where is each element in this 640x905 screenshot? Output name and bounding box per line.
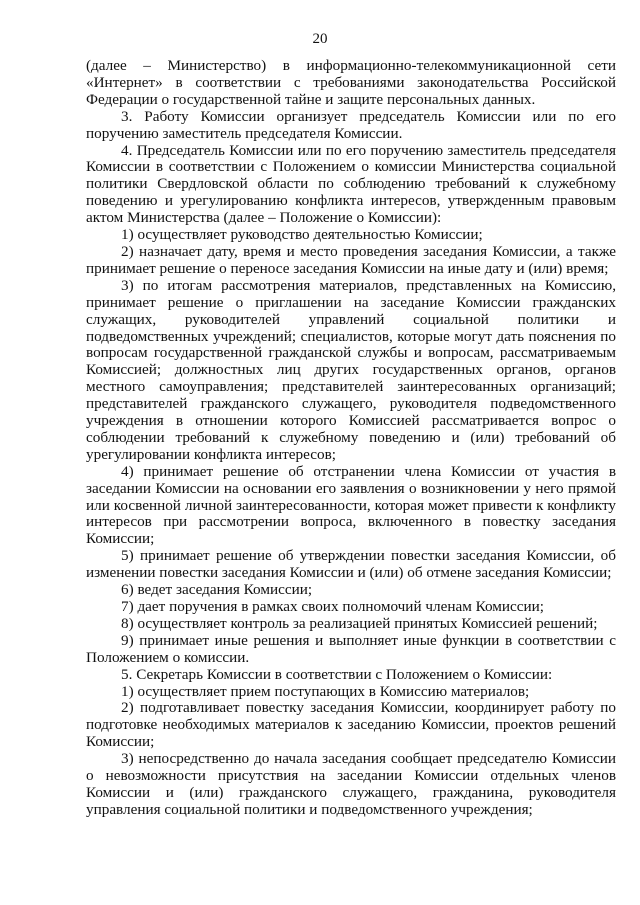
paragraph: 1) осуществляет руководство деятельностью Комиссии; (121, 226, 483, 244)
paragraph: 7) дает поручения в рамках своих полномочий членам Комиссии; (121, 598, 544, 615)
paragraph: 2) назначает дату, время и место проведения заседания Комиссии, а также принимает решение о переносе заседания Комиссии на иные дату и (или) время; (86, 242, 616, 277)
document-body (86, 58, 616, 819)
paragraph: 5. Секретарь Комиссии в соответствии с Положением о Комиссии: (121, 665, 553, 683)
paragraph: (далее – Министерство) в информационно-телекоммуникационной сети «Интернет» в соответствии с требованиями законодательства Российской Федерации о государственной тайне и защите персональных данных. (86, 57, 616, 108)
paragraph: 4. Председатель Комиссии или по его поручению заместитель председателя Комиссии в соответствии с Положением о комиссии Министерства социальной политики Свердловской области по соблюдению требований к служебному поведению и урегулированию конфликта интересов, утвержденным правовым актом Министерства (далее – Положение о Комиссии): (86, 141, 616, 227)
page-number: 20 (312, 31, 328, 47)
paragraph: 5) принимает решение об утверждении повестки заседания Комиссии, об изменении повестки заседания Комиссии и (или) об отмене заседания Комиссии; (86, 547, 616, 582)
paragraph: 3) по итогам рассмотрения материалов, представленных на Комиссию, принимает решение о приглашении на заседание Комиссии гражданских служащих, руководителей управлений социальной политики и подведомственных учреждений; специалистов, которые могут дать пояснения по вопросам государственной гражданской службы и вопросам, рассматриваемым Комиссией; должностных лиц других государственных органов, органов местного самоуправления; представителей заинтересованных организаций; представителей гражданского служащего, руководителя подведомственного учреждения в отношении которого Комиссией рассматривается вопрос о соблюдении требований к служебному поведению и (или) требований об урегулировании конфликта интересов; (86, 276, 616, 463)
paragraph: 2) подготавливает повестку заседания Комиссии, координирует работу по подготовке необходимых материалов к заседанию Комиссии, проектов решений Комиссии; (86, 699, 616, 751)
paragraph: 8) осуществляет контроль за реализацией принятых Комиссией решений; (121, 614, 598, 632)
paragraph: 4) принимает решение об отстранении члена Комиссии от участия в заседании Комиссии на основании его заявления о возникновении у него прямой или косвенной личной заинтересованности, которая может привести к конфликту интересов при рассмотрении вопроса, включенного в повестку заседания Комиссии; (86, 462, 616, 548)
paragraph: 9) принимает иные решения и выполняет иные функции в соответствии с Положением о комиссии. (86, 631, 616, 666)
paragraph: 3. Работу Комиссии организует председатель Комиссии или по его поручению заместитель председателя Комиссии. (86, 107, 616, 142)
paragraph: 6) ведет заседания Комиссии; (121, 581, 313, 599)
paragraph: 1) осуществляет прием поступающих в Комиссию материалов; (121, 682, 530, 700)
paragraph: 3) непосредственно до начала заседания сообщает председателю Комиссии о невозможности присутствия на заседании Комиссии отдельных членов Комиссии и (или) гражданского служащего, гражданина, руководителя управления социальной политики и подведомственного учреждения; (86, 750, 616, 818)
